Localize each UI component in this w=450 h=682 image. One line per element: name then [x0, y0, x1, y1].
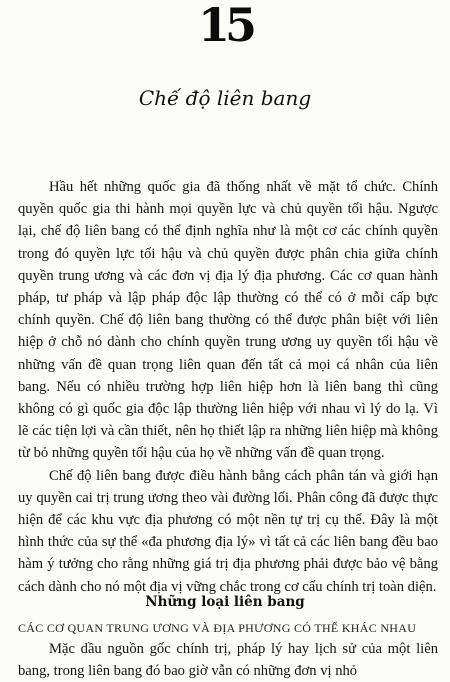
- chapter-number: 15: [197, 0, 252, 52]
- paragraph: Mặc dầu nguồn gốc chính trị, pháp lý hay lịch sử của một liên bang, trong liên bang đó bao giờ vẫn có những đơn vị nhỏ: [18, 641, 438, 680]
- chapter-title: Chế độ liên bang: [138, 86, 312, 110]
- section-heading: Những loại liên bang: [145, 594, 305, 610]
- chapter-body: [18, 176, 438, 598]
- paragraph: Chế độ liên bang được điều hành bằng cách phân tán và giới hạn uy quyền cai trị trung ương theo vài đường lối. Phân công đã được thực hiện để các khu vực địa phương có một nền tự trị cụ thể. Đây là một hình thức của sự thể «đa phương địa lý» vì tất cả các liên bang đều bao hàm ý tưởng cho rằng những giá trị địa phương phải được bảo vệ bằng cách dành cho nó một địa vị vững chắc trong cơ cấu chính trị toàn diện.: [18, 467, 438, 595]
- section-body: [18, 638, 438, 682]
- paragraph: Hầu hết những quốc gia đã thống nhất về mặt tổ chức. Chính quyền quốc gia thi hành mọi quyền lực và chủ quyền tối hậu. Ngược lại, chế độ liên bang có thể định nghĩa như là một cơ các chính quyền trong đó quyền lực tối hậu và chủ quyền được phân chia giữa chính quyền trung ương và các đơn vị địa lý địa phương. Các cơ quan hành pháp, tư pháp và lập pháp độc lập thường có thể có ở mỗi cấp bực chính quyền. Chế độ liên bang thường có thể được phân biệt với liên hiệp ở chỗ nó dành cho chính quyền trung ương uy quyền tối hậu về những vấn đề quan trọng liên quan đến tất cả mọi cá nhân của liên bang. Nếu có nhiều trường hợp liên hiệp hơn là liên bang thì cũng không có gì quốc gia độc lập thường liên hiệp với nhau vì lý do lạ. Vì lẽ các tiện lợi và cần thiết, nên họ thiết lập ra những liên hiệp mà không từ bỏ những quyền tối hậu của họ về những vấn đề quan trọng.: [18, 179, 438, 462]
- subsection-heading: CÁC CƠ QUAN TRUNG ƯƠNG VÀ ĐỊA PHƯƠNG CÓ THỂ KHÁC NHAU: [18, 621, 417, 635]
